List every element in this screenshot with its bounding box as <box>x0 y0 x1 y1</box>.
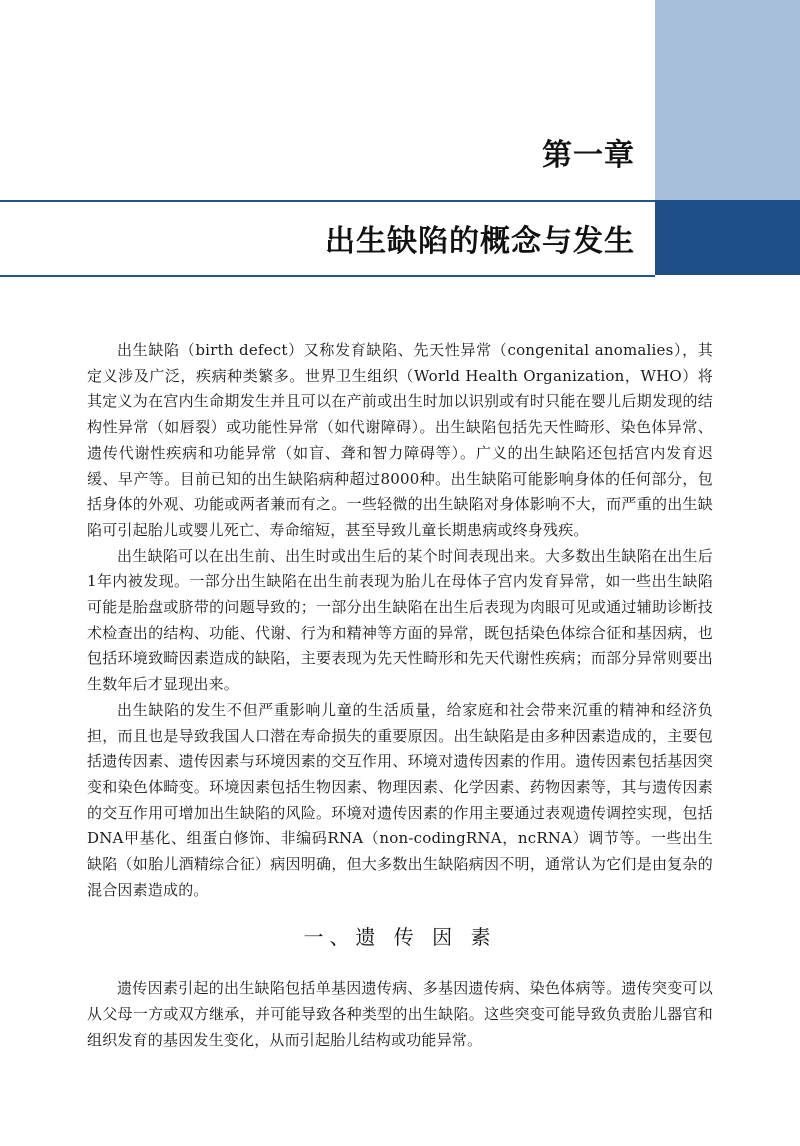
section-paragraph: 遗传因素引起的出生缺陷包括单基因遗传病、多基因遗传病、染色体病等。遗传突变可以从父母一方或双方继承，并可能导致各种类型的出生缺陷。这些突变可能导致负责胎儿器官和组织发育的基因发生变化，从而引起胎儿结构或功能异常。 <box>87 979 713 1049</box>
title-bottom-rule <box>0 275 655 277</box>
chapter-number: 第一章 <box>542 138 635 173</box>
body-paragraph: 出生缺陷（birth defect）又称发育缺陷、先天性异常（congenital anomalies），其定义涉及广泛，疾病种类繁多。世界卫生组织（World Health Organization，WHO）将其定义为在宫内生命期发生并且可以在产前或出生时加以识别或有时只能在婴儿后期发现的结构性异常（如唇裂）或功能性异常（如代谢障碍）。出生缺陷包括先天性畸形、染色体异常、遗传代谢性疾病和功能异常（如盲、聋和智力障碍等）。广义的出生缺陷还包括宫内发育迟缓、早产等。目前已知的出生缺陷病种超过8000种。出生缺陷可能影响身体的任何部分，包括身体的外观、功能或两者兼而有之。一些轻微的出生缺陷对身体影响不大，而严重的出生缺陷可引起胎儿或婴儿死亡、寿命缩短，甚至导致儿童长期患病或终身残疾。 <box>87 341 713 539</box>
title-top-rule <box>0 200 655 202</box>
section-heading: 一、遗 传 因 素 <box>303 925 497 950</box>
chapter-title: 出生缺陷的概念与发生 <box>325 224 635 259</box>
title-color-block <box>655 200 800 275</box>
chapter-body <box>87 338 713 1054</box>
body-paragraph: 出生缺陷可以在出生前、出生时或出生后的某个时间表现出来。大多数出生缺陷在出生后1年内被发现。一部分出生缺陷在出生前表现为胎儿在母体子宫内发育异常，如一些出生缺陷可能是胎盘或脐带的问题导致的；一部分出生缺陷在出生后表现为肉眼可见或通过辅助诊断技术检查出的结构、功能、代谢、行为和精神等方面的异常，既包括染色体综合征和基因病，也包括环境致畸因素造成的缺陷，主要表现为先天性畸形和先天代谢性疾病；而部分异常则要出生数年后才显现出来。 <box>87 546 713 694</box>
body-paragraph: 出生缺陷的发生不但严重影响儿童的生活质量，给家庭和社会带来沉重的精神和经济负担，而且也是导致我国人口潜在寿命损失的重要原因。出生缺陷是由多种因素造成的，主要包括遗传因素、遗传因素与环境因素的交互作用、环境对遗传因素的作用。遗传因素包括基因突变和染色体畸变。环境因素包括生物因素、物理因素、化学因素、药物因素等，其与遗传因素的交互作用可增加出生缺陷的风险。环境对遗传因素的作用主要通过表观遗传调控实现，包括DNA甲基化、组蛋白修饰、非编码RNA（non-codingRNA，ncRNA）调节等。一些出生缺陷（如胎儿酒精综合征）病因明确，但大多数出生缺陷病因不明，通常认为它们是由复杂的混合因素造成的。 <box>87 700 713 899</box>
